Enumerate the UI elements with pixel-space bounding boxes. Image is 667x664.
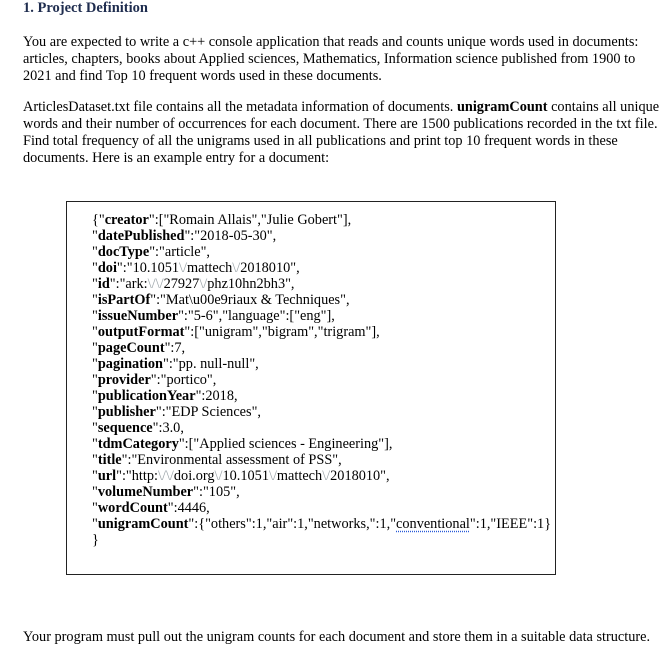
escaped-slash: \/: [155, 276, 164, 292]
escaped-slash: \/: [268, 468, 277, 484]
example-entry-box: [66, 201, 556, 575]
escaped-slash: \/: [322, 468, 331, 484]
json-key: volumeNumber: [97, 484, 194, 500]
json-line: "volumeNumber":"105",: [92, 484, 240, 500]
json-line: "outputFormat":["unigram","bigram","trigram"],: [92, 324, 380, 340]
spellcheck-mark: conventional: [396, 516, 470, 532]
dataset-text-end: contains all unique words and their number of occurrences for each document. There are 1500 publications recorded in the txt file. Find total frequency of all the unigrams used in all publications and print top 10 frequent words in these documents. Here is an example entry for a document:: [23, 99, 660, 166]
json-line: "title":"Environmental assessment of PSS",: [92, 452, 342, 468]
json-line: "tdmCategory":["Applied sciences - Engineering"],: [92, 436, 393, 452]
intro-paragraph: You are expected to write a c++ console application that reads and counts unique words used in documents: articles, chapters, books about Applied sciences, Mathematics, Information science published from 1900 to 2021 and find Top 10 frequent words used in these documents.: [23, 34, 639, 84]
json-line: "pageCount":7,: [92, 340, 186, 356]
escaped-slash: \/: [147, 276, 156, 292]
json-key: pagination: [97, 356, 163, 372]
json-key: isPartOf: [97, 292, 151, 308]
json-line: "wordCount":4446,: [92, 500, 210, 516]
json-key: creator: [104, 212, 149, 228]
json-key: unigramCount: [97, 516, 189, 532]
json-key: publicationYear: [97, 388, 196, 404]
json-line: "datePublished":"2018-05-30",: [92, 228, 277, 244]
json-line: "url":"http:\/\/doi.org\/10.1051\/mattech\/2018010",: [92, 468, 390, 484]
dataset-paragraph: [23, 99, 663, 167]
json-line: "sequence":3.0,: [92, 420, 184, 436]
json-key: sequence: [97, 420, 153, 436]
closing-paragraph: Your program must pull out the unigram counts for each document and store them in a suitable data structure.: [23, 629, 651, 645]
json-line: {"creator":["Romain Allais","Julie Gobert"],: [92, 212, 352, 228]
section-heading: 1. Project Definition: [23, 0, 148, 16]
escaped-slash: \/: [232, 260, 241, 276]
escaped-slash: \/: [157, 468, 166, 484]
json-line: "docType":"article",: [92, 244, 210, 260]
json-key: pageCount: [97, 340, 165, 356]
json-key: publisher: [97, 404, 156, 420]
json-line: "publisher":"EDP Sciences",: [92, 404, 261, 420]
escaped-slash: \/: [179, 260, 187, 276]
escaped-slash: \/: [214, 468, 223, 484]
json-key: title: [97, 452, 122, 468]
json-key: datePublished: [97, 228, 185, 244]
example-entry-json: [92, 212, 551, 548]
json-line: }: [92, 532, 99, 548]
json-key: tdmCategory: [97, 436, 179, 452]
json-line: "pagination":"pp. null-null",: [92, 356, 259, 372]
escaped-slash: \/: [165, 468, 174, 484]
json-key: id: [97, 276, 110, 292]
json-key: docType: [97, 244, 150, 260]
json-line: "id":"ark:\/\/27927\/phz10hn2bh3",: [92, 276, 295, 292]
json-key: doi: [97, 260, 117, 276]
json-key: issueNumber: [97, 308, 179, 324]
json-key: outputFormat: [97, 324, 185, 340]
unigram-count-term: unigramCount: [456, 99, 548, 115]
json-line: "unigramCount":{"others":1,"air":1,"networks,":1,"conventional":1,"IEEE":1}: [92, 516, 552, 532]
json-key: url: [97, 468, 117, 484]
json-line: "isPartOf":"Mat\u00e9riaux & Techniques",: [92, 292, 350, 308]
dataset-text-start: ArticlesDataset.txt file contains all the metadata information of documents.: [23, 99, 457, 115]
json-line: "issueNumber":"5-6","language":["eng"],: [92, 308, 335, 324]
json-key: wordCount: [97, 500, 168, 516]
escaped-slash: \/: [199, 276, 208, 292]
json-line: "publicationYear":2018,: [92, 388, 238, 404]
json-key: provider: [97, 372, 151, 388]
json-line: "doi":"10.1051\/mattech\/2018010",: [92, 260, 300, 276]
json-line: "provider":"portico",: [92, 372, 217, 388]
